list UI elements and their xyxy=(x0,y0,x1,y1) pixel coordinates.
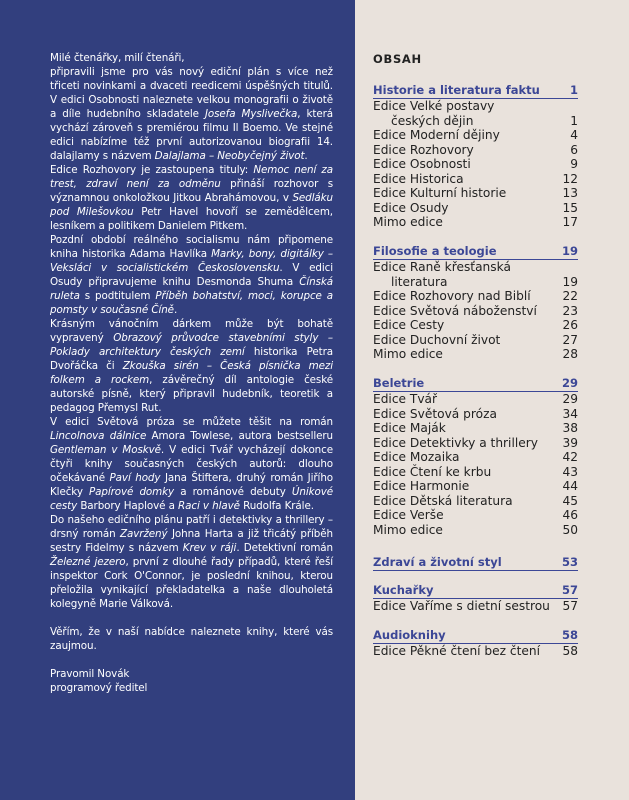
toc-entry[interactable] xyxy=(373,201,578,216)
toc-section-page: 29 xyxy=(561,376,578,390)
toc-entry-page: 45 xyxy=(562,493,578,508)
letter-text: a románové debuty xyxy=(174,486,292,498)
toc-title: OBSAH xyxy=(373,52,422,66)
toc-entry-label: Edice Raně křesťanská xyxy=(373,260,511,274)
toc-section-label: Zdraví a životní styl xyxy=(373,555,502,569)
toc-entry-label: Edice Mozaika xyxy=(373,450,460,464)
toc-entry-label: Edice Čtení ke krbu xyxy=(373,464,492,479)
letter-greeting: Milé čtenářky, milí čtenáři, xyxy=(50,52,185,64)
letter-text: Jana Štiftera, druhý román Jiřího Klečky xyxy=(50,472,334,498)
toc-section-label: Beletrie xyxy=(373,376,425,390)
letter-text: . V edici Osudy připravujeme knihu Desmonda Shuma xyxy=(50,262,333,288)
letter-text: s podtitulem xyxy=(79,290,156,302)
toc-entry-page: 17 xyxy=(562,215,578,229)
toc-entry-page: 39 xyxy=(562,435,578,450)
toc-entry-page: 27 xyxy=(562,332,578,347)
letter-paragraph xyxy=(50,233,333,317)
toc-entry-label: Edice Tvář xyxy=(373,392,438,406)
letter-text: , první z dlouhé řady případů, které řeší inspektor Cork O'Connor, je poslední knihou, kterou přeložila vynikající překladatelka a naše dlouholetá kolegyně Marie Válková. xyxy=(50,556,334,610)
book-title: Sedláku pod Milešovkou xyxy=(50,192,333,218)
toc-entry-label: Edice Harmonie xyxy=(373,479,470,493)
toc-section-label: Kuchařky xyxy=(373,583,434,597)
toc-entry-page: 34 xyxy=(562,406,578,421)
toc-entry-label: Mimo edice xyxy=(373,347,443,361)
book-title: Zavržený xyxy=(120,528,168,540)
toc-entry-page xyxy=(556,99,578,114)
toc-section-page: 58 xyxy=(561,628,578,642)
toc-entry-page: 57 xyxy=(562,599,578,613)
toc-entry-label: Edice Velké postavy xyxy=(373,99,495,113)
toc-entry[interactable] xyxy=(373,644,578,659)
letter-text: Petr Havel hovoří se zemědělcem, lesníkem a politikem Danielem Pitkem. xyxy=(50,206,333,232)
toc-entry[interactable] xyxy=(373,318,578,333)
toc-entry-page: 42 xyxy=(562,450,578,464)
toc-section-heading[interactable] xyxy=(373,376,578,392)
toc-entry-page: 43 xyxy=(562,464,578,479)
toc-entry-label: Edice Verše xyxy=(373,508,444,522)
toc-entry-page: 44 xyxy=(562,479,578,493)
letter-text: přináší rozhovor s významnou onkoložkou Jitkou Abrahámovou, v xyxy=(50,178,334,204)
signature-name: Pravomil Novák xyxy=(50,668,130,680)
letter-text: , závěrečný díl antologie české autorské písně, který připravil hudebník, teoretik a pedagog Přemysl Rut. xyxy=(50,374,333,414)
book-title: Lincolnova dálnice xyxy=(50,430,147,442)
toc-entry-page: 6 xyxy=(570,142,578,157)
toc-entry[interactable] xyxy=(373,347,578,362)
toc-entry-label: Edice Osobnosti xyxy=(373,157,471,171)
book-title: Marky, bony, digitálky – Veksláci v socialistickém Československu xyxy=(50,248,333,274)
letter-text: Pozdní období reálného socialismu nám připomene kniha historika Adama Havlíka xyxy=(50,234,333,260)
letter-text: Do našeho edičního plánu patří i detektivky a thrillery – drsný román xyxy=(50,514,333,540)
letter-text: . V edici Tvář vycházejí dokonce čtyři knihy současných českých autorů: dlouho očekávané xyxy=(50,444,333,484)
toc-entry[interactable] xyxy=(373,508,578,523)
toc-entry-label: Edice Světová náboženství xyxy=(373,303,537,318)
toc-entry[interactable] xyxy=(373,157,578,172)
toc-entry-label: Edice Pěkné čtení bez čtení xyxy=(373,644,541,658)
toc-entry[interactable] xyxy=(373,436,578,451)
toc-entry[interactable] xyxy=(373,186,578,201)
toc-entry[interactable] xyxy=(373,479,578,494)
letter-paragraph xyxy=(50,415,333,513)
letter-text: Johna Harta a již třicátý příběh sestry Fidelmy s názvem xyxy=(50,528,333,554)
toc-entry[interactable] xyxy=(373,260,578,275)
toc-entry[interactable] xyxy=(373,143,578,158)
toc-entry[interactable] xyxy=(373,450,578,465)
toc-entry-label: literatura xyxy=(391,274,448,289)
letter-text: Amora Towlese, autora bestselleru xyxy=(146,430,333,442)
toc-entry[interactable] xyxy=(373,99,578,114)
toc-entry-page: 28 xyxy=(562,347,578,361)
book-title: Josefa Myslivečka xyxy=(204,108,298,120)
toc-entry-label: Edice Rozhovory xyxy=(373,142,474,157)
toc-entry-label: Mimo edice xyxy=(373,215,443,229)
toc-entry-label: Edice Cesty xyxy=(373,318,445,332)
toc-entry-label: Edice Světová próza xyxy=(373,406,497,421)
toc-entry[interactable] xyxy=(373,128,578,143)
toc-entry[interactable] xyxy=(373,172,578,187)
letter-paragraph xyxy=(50,513,333,611)
toc-entry-label: Edice Detektivky a thrillery xyxy=(373,435,538,450)
letter-paragraph xyxy=(50,317,333,415)
letter-text: připravili jsme pro vás nový ediční plán s více než třiceti novinkami a dvaceti reedicemi úspěšných titulů. V edici Osobnosti naleznete velkou monografii o životě a díle hudebního skladatele xyxy=(50,66,333,120)
toc-entry-page: 19 xyxy=(562,274,578,289)
toc-entry-label: Mimo edice xyxy=(373,522,443,537)
toc-entry[interactable] xyxy=(373,289,578,304)
toc-entry[interactable] xyxy=(373,304,578,319)
toc-entry-label: Edice Historica xyxy=(373,171,464,186)
toc-entry-label: českých dějin xyxy=(391,113,474,128)
toc-section-heading[interactable] xyxy=(373,583,578,599)
toc-entry-label: Edice Maják xyxy=(373,421,446,435)
toc-entry[interactable] xyxy=(373,215,578,230)
toc-section-page: 53 xyxy=(561,555,578,569)
toc-entry[interactable] xyxy=(373,523,578,538)
signature xyxy=(50,667,333,695)
letter-paragraph xyxy=(50,65,333,163)
book-title: Raci v hlavě xyxy=(178,500,240,512)
toc-entry[interactable] xyxy=(373,494,578,509)
book-title: Gentleman v Moskvě xyxy=(50,444,161,456)
toc-entry-page: 38 xyxy=(562,421,578,435)
letter-text: historika Petra Dvořáčka či xyxy=(50,346,333,372)
book-title: Krev v ráji xyxy=(182,542,237,554)
toc-entry[interactable] xyxy=(373,275,578,290)
book-title: Obrazový průvodce stavebními styly – Poklady architektury českých zemí xyxy=(50,332,333,358)
letter-text: . Detektivní román xyxy=(236,542,333,554)
toc-section-page: 19 xyxy=(561,244,578,258)
toc-entry-page: 29 xyxy=(562,392,578,406)
toc-section-heading[interactable] xyxy=(373,628,578,644)
book-title: Nemoc není za trest, zdraví není za odměnu xyxy=(50,164,333,190)
toc-entry-label: Edice Kulturní historie xyxy=(373,186,507,200)
letter-text: . xyxy=(304,150,308,162)
toc-section-heading[interactable] xyxy=(373,83,578,99)
toc-entry[interactable] xyxy=(373,392,578,407)
letter-closing: Věřím, že v naší nabídce naleznete knihy, které vás zaujmou. xyxy=(50,626,333,652)
toc-section xyxy=(373,628,578,659)
letter-body xyxy=(50,65,333,611)
toc-entry[interactable] xyxy=(373,465,578,480)
toc-section xyxy=(373,244,578,362)
toc-section xyxy=(373,376,578,537)
toc-entry-page: 26 xyxy=(562,318,578,332)
toc-entry-page: 58 xyxy=(562,644,578,658)
toc-section-label: Historie a literatura faktu xyxy=(373,83,540,97)
toc-entry-label: Edice Duchovní život xyxy=(373,332,501,347)
book-title: Čínská ruleta xyxy=(50,276,333,302)
toc-section xyxy=(373,555,578,571)
toc-section-page: 57 xyxy=(561,583,578,597)
letter-text: Edice Rozhovory je zastoupena tituly: xyxy=(50,164,254,176)
toc-section-heading[interactable] xyxy=(373,244,578,260)
toc-entry-page xyxy=(556,260,578,275)
toc-section-page: 1 xyxy=(569,83,578,97)
toc-entry-page: 22 xyxy=(562,289,578,303)
toc-entry-page: 4 xyxy=(570,128,578,142)
toc-entry-label: Edice Osudy xyxy=(373,200,449,215)
toc-entry[interactable] xyxy=(373,333,578,348)
toc-section xyxy=(373,83,578,230)
toc-entry[interactable] xyxy=(373,114,578,129)
toc-entry-page: 50 xyxy=(562,522,578,537)
toc-entry[interactable] xyxy=(373,599,578,614)
toc-entry-label: Edice Dětská literatura xyxy=(373,493,513,508)
toc-entry-page: 12 xyxy=(562,171,578,186)
book-title: Papírové domky xyxy=(89,486,175,498)
letter-text: Barbory Haplové a xyxy=(77,500,179,512)
letter-text: V edici Světová próza se můžete těšit na román xyxy=(50,416,333,428)
toc-entry-page: 23 xyxy=(562,303,578,318)
book-title: Dalajlama – Neobyčejný život xyxy=(154,150,305,162)
book-title: Zkouška sirén – Česká písnička mezi folkem a rockem xyxy=(50,360,333,386)
book-title: Paví hody xyxy=(109,472,161,484)
toc-entry-page: 46 xyxy=(562,508,578,522)
toc-entry-label: Edice Rozhovory nad Biblí xyxy=(373,289,531,303)
toc-entry-page: 15 xyxy=(562,200,578,215)
letter-text: Krásným vánočním dárkem může být bohatě vypravený xyxy=(50,318,333,344)
toc-entry[interactable] xyxy=(373,407,578,422)
toc-entry[interactable] xyxy=(373,421,578,436)
toc-entry-page: 13 xyxy=(562,186,578,200)
toc-section-label: Audioknihy xyxy=(373,628,446,642)
letter-text: . xyxy=(173,304,178,316)
toc-entry-label: Edice Vaříme s dietní sestrou xyxy=(373,599,550,613)
toc-entry-page: 9 xyxy=(570,157,578,171)
signature-role: programový ředitel xyxy=(50,682,148,694)
letter-paragraph xyxy=(50,163,333,233)
letter-text: Rudolfa Krále. xyxy=(239,500,314,512)
book-title: Únikové cesty xyxy=(50,486,333,512)
editorial-letter xyxy=(50,51,333,695)
toc-section-label: Filosofie a teologie xyxy=(373,244,497,258)
toc-section-heading[interactable] xyxy=(373,555,578,571)
toc-section xyxy=(373,583,578,614)
letter-text: , která vychází zároveň s premiérou filmu Il Boemo. Ve stejné edici nabízíme též první autorizovanou biografii 14. dalajlamy s názvem xyxy=(50,108,333,162)
toc-entry-label: Edice Moderní dějiny xyxy=(373,128,500,142)
toc-entry-page: 1 xyxy=(570,113,578,128)
book-title: Příběh bohatství, moci, korupce a pomsty v současné Číně xyxy=(50,290,333,316)
book-title: Železné jezero xyxy=(50,556,126,568)
